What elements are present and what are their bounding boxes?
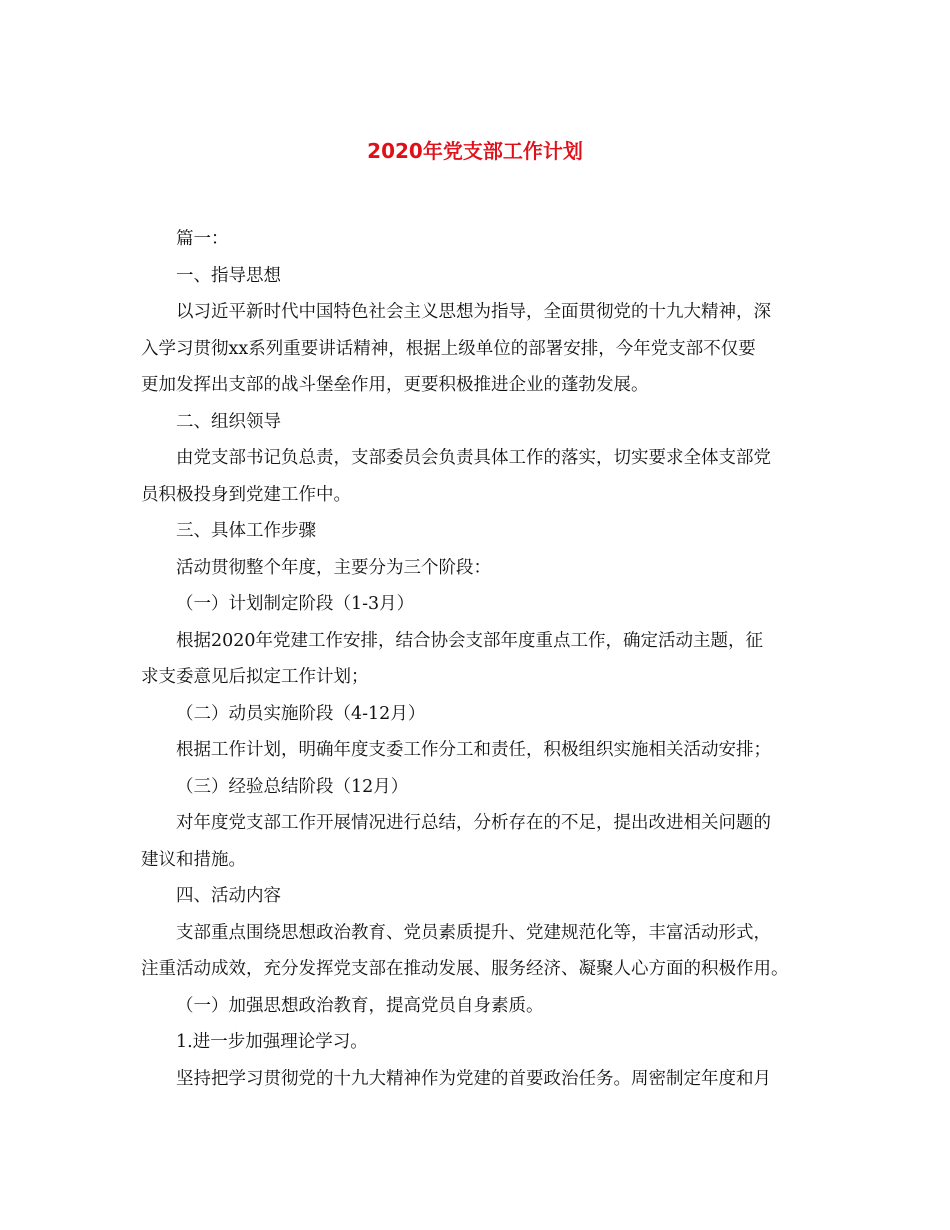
text-line: 求支委意见后拟定工作计划； bbox=[141, 667, 369, 687]
text-line: 活动贯彻整个年度，主要分为三个阶段： bbox=[176, 557, 491, 578]
text-line: 支部重点围绕思想政治教育、党员素质提升、党建规范化等，丰富活动形式， bbox=[176, 922, 771, 943]
text-line: 由党支部书记负总责，支部委员会负责具体工作的落实，切实要求全体支部党 bbox=[176, 448, 771, 468]
paragraph bbox=[141, 221, 821, 258]
text-line: 二、组织领导 bbox=[176, 411, 281, 432]
paragraph bbox=[141, 696, 821, 733]
paragraph bbox=[141, 878, 821, 915]
paragraph bbox=[141, 915, 821, 988]
text-line: 一、指导思想 bbox=[176, 265, 281, 286]
document-title: 2020年党支部工作计划 bbox=[367, 139, 583, 163]
paragraph bbox=[141, 258, 821, 295]
paragraph bbox=[141, 1024, 821, 1061]
document-body bbox=[141, 221, 821, 1097]
paragraph bbox=[141, 550, 821, 587]
text-line: 1.进一步加强理论学习。 bbox=[176, 1032, 368, 1052]
paragraph bbox=[141, 1061, 821, 1098]
paragraph bbox=[141, 586, 821, 623]
text-line: 四、活动内容 bbox=[176, 886, 281, 906]
paragraph bbox=[141, 623, 821, 696]
text-line: 根据2020年党建工作安排，结合协会支部年度重点工作，确定活动主题，征 bbox=[176, 630, 764, 651]
text-line: （一）计划制定阶段（1-3月） bbox=[176, 594, 415, 614]
text-line: 建议和措施。 bbox=[141, 849, 246, 870]
paragraph bbox=[141, 805, 821, 878]
text-line: 对年度党支部工作开展情况进行总结，分析存在的不足，提出改进相关问题的 bbox=[176, 813, 771, 833]
text-line: （二）动员实施阶段（4-12月） bbox=[176, 703, 426, 724]
text-line: 员积极投身到党建工作中。 bbox=[141, 484, 351, 505]
paragraph bbox=[141, 440, 821, 513]
text-line: 坚持把学习贯彻党的十九大精神作为党建的首要政治任务。周密制定年度和月 bbox=[176, 1068, 771, 1089]
paragraph bbox=[141, 294, 821, 404]
text-line: 篇一： bbox=[176, 229, 229, 249]
paragraph bbox=[141, 513, 821, 550]
paragraph bbox=[141, 988, 821, 1025]
text-line: 根据工作计划，明确年度支委工作分工和责任，积极组织实施相关活动安排； bbox=[176, 740, 771, 760]
text-line: 入学习贯彻xx系列重要讲话精神，根据上级单位的部署安排，今年党支部不仅要 bbox=[141, 338, 756, 359]
paragraph bbox=[141, 769, 821, 806]
text-line: 三、具体工作步骤 bbox=[176, 521, 316, 541]
text-line: （三）经验总结阶段（12月） bbox=[176, 776, 409, 797]
text-line: 以习近平新时代中国特色社会主义思想为指导，全面贯彻党的十九大精神，深 bbox=[176, 302, 771, 322]
paragraph bbox=[141, 732, 821, 769]
text-line: （一）加强思想政治教育，提高党员自身素质。 bbox=[176, 995, 544, 1016]
text-line: 注重活动成效，充分发挥党支部在推动发展、服务经济、凝聚人心方面的积极作用。 bbox=[141, 959, 789, 979]
text-line: 更加发挥出支部的战斗堡垒作用，更要积极推进企业的蓬勃发展。 bbox=[141, 375, 649, 395]
paragraph bbox=[141, 404, 821, 441]
